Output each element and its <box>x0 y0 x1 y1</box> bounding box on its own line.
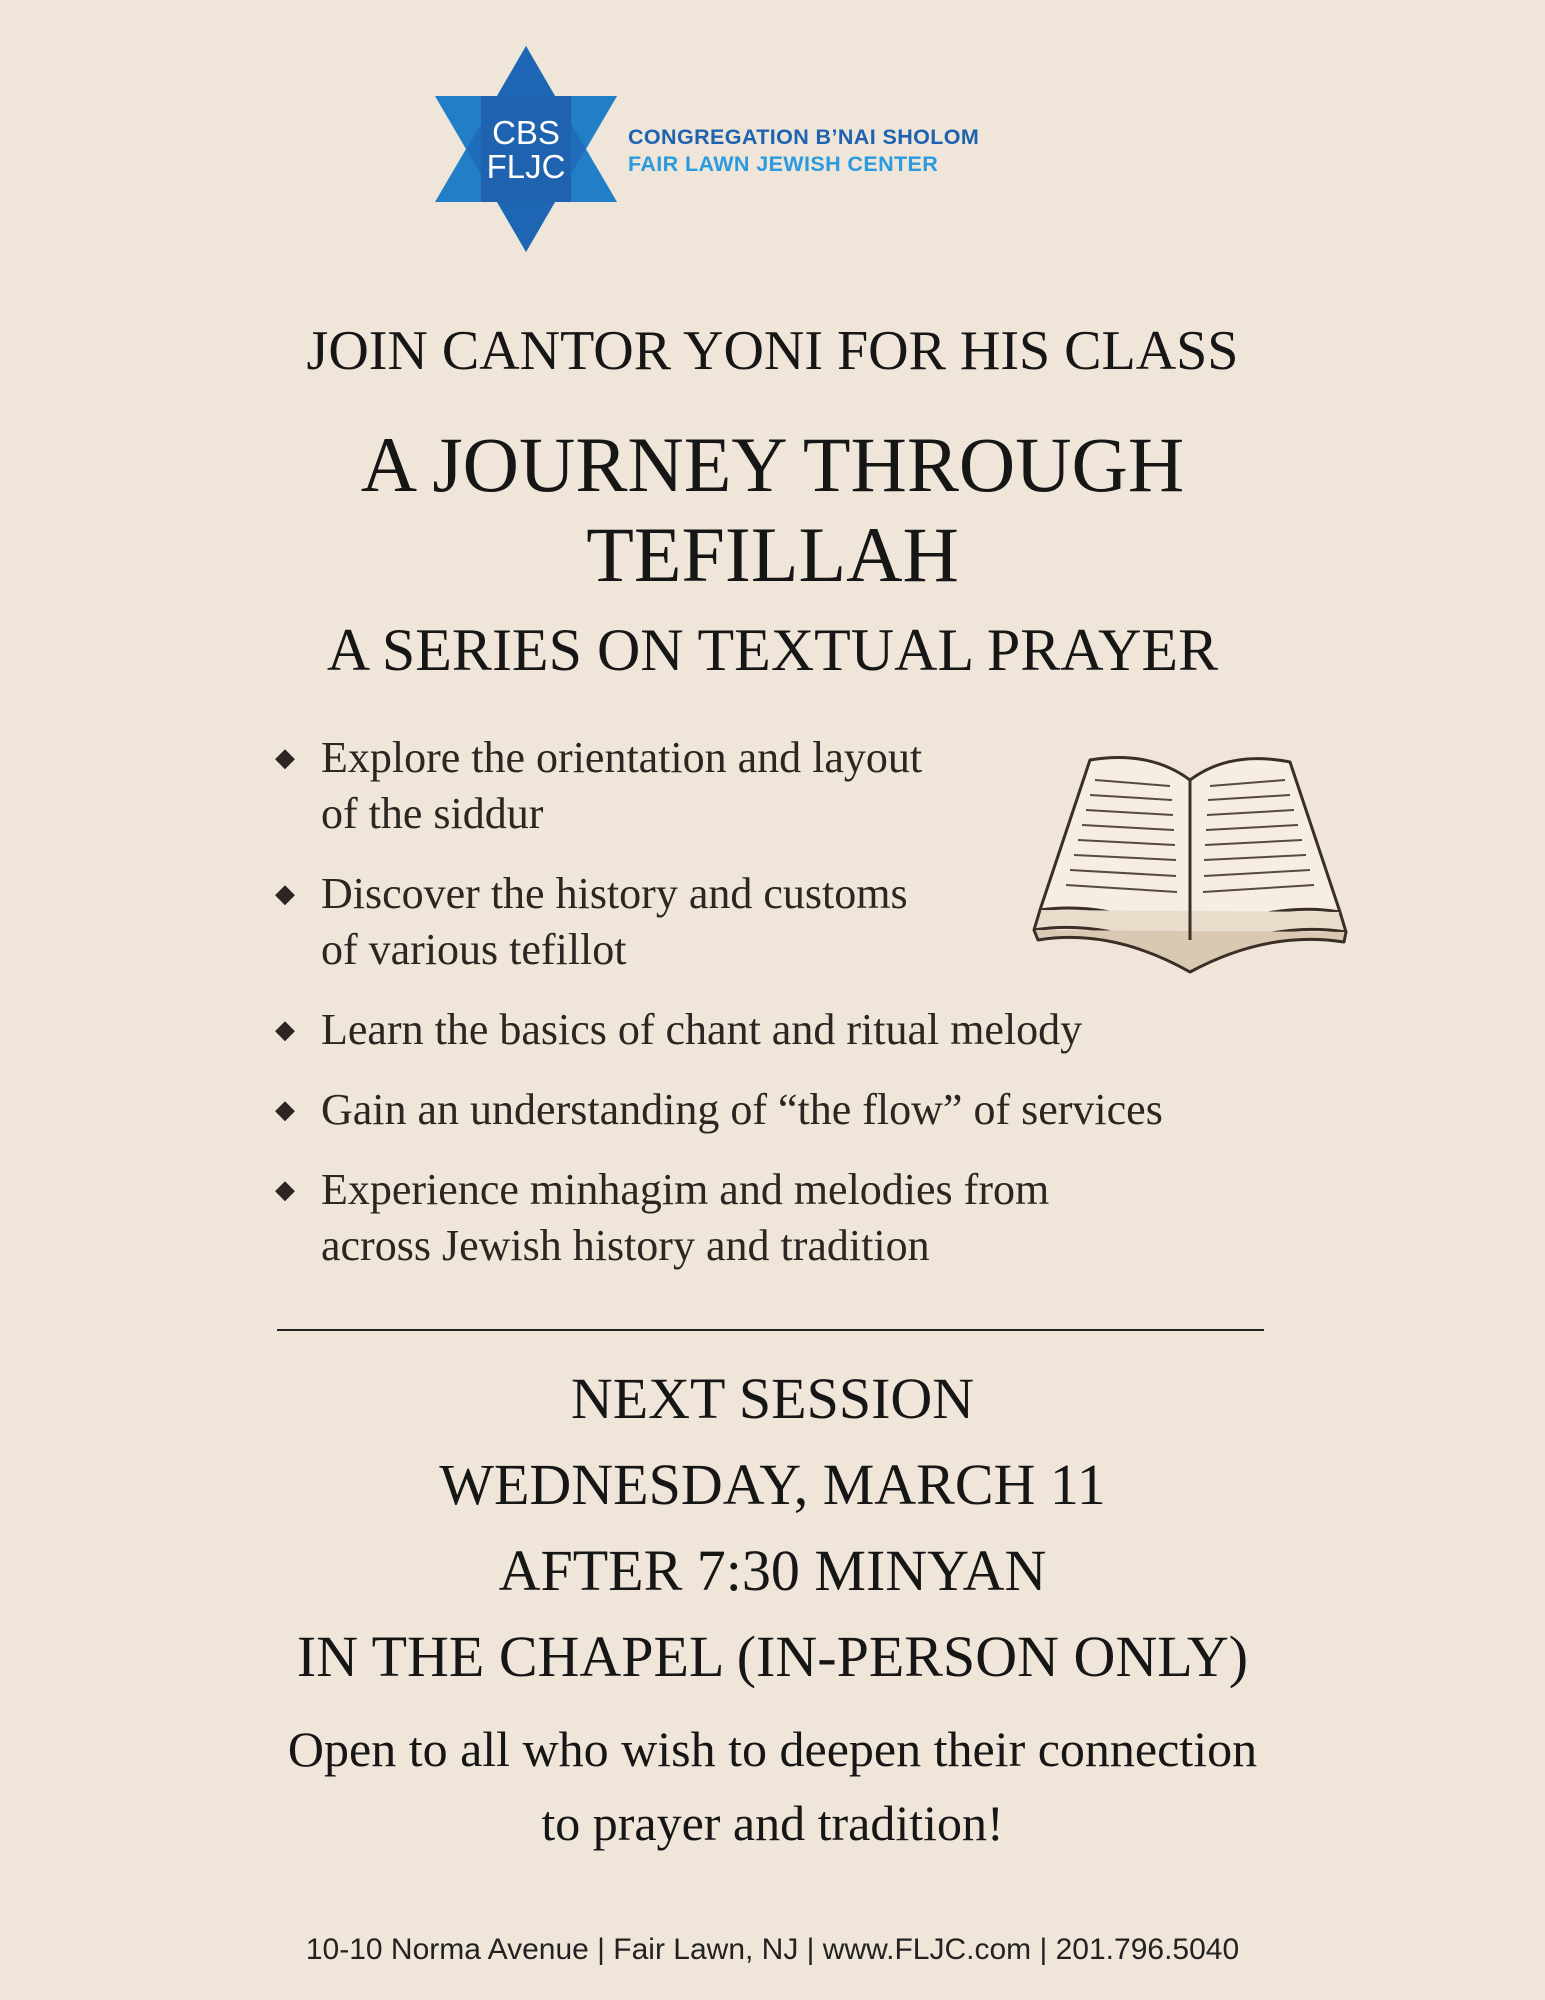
bullet-line2: of the siddur <box>321 789 544 838</box>
list-item <box>275 1162 1295 1274</box>
title-line1: A JOURNEY THROUGH <box>360 421 1185 508</box>
org-name <box>628 124 979 178</box>
list-item <box>275 1082 1295 1138</box>
page-subtitle: A SERIES ON TEXTUAL PRAYER <box>326 617 1219 683</box>
diamond-bullet-icon: ◆ <box>275 879 295 908</box>
org-name-line2: FAIR LAWN JEWISH CENTER <box>628 152 939 176</box>
bullet-line2: across Jewish history and tradition <box>321 1221 930 1270</box>
closing-message <box>0 1712 1545 1860</box>
session-time: AFTER 7:30 MINYAN <box>498 1538 1047 1603</box>
diamond-bullet-icon: ◆ <box>275 1175 295 1204</box>
open-book-icon <box>1030 740 1350 990</box>
diamond-bullet-icon: ◆ <box>275 1095 295 1124</box>
footer-contact: 10-10 Norma Avenue | Fair Lawn, NJ | www.FLJC.com | 201.796.5040 <box>305 1933 1240 1966</box>
session-info <box>0 1356 1545 1700</box>
session-location: IN THE CHAPEL (IN-PERSON ONLY) <box>296 1624 1249 1689</box>
diamond-bullet-icon: ◆ <box>275 743 295 772</box>
logo-mono-line1: CBS <box>492 114 560 151</box>
bullet-line2: of various tefillot <box>321 925 627 974</box>
bullet-line1: Gain an understanding of “the flow” of services <box>321 1085 1163 1134</box>
diamond-bullet-icon: ◆ <box>275 1015 295 1044</box>
list-item <box>275 1002 1295 1058</box>
session-date: WEDNESDAY, MARCH 11 <box>439 1452 1106 1517</box>
session-heading: NEXT SESSION <box>570 1366 975 1431</box>
org-logo <box>435 44 1035 254</box>
title-line2: TEFILLAH <box>586 511 959 598</box>
divider <box>277 1329 1264 1331</box>
logo-monogram <box>435 116 617 184</box>
bullet-line1: Discover the history and customs <box>321 869 908 918</box>
closing-line2: to prayer and tradition! <box>541 1795 1004 1851</box>
closing-line1: Open to all who wish to deepen their connection <box>287 1721 1258 1777</box>
bullet-line1: Learn the basics of chant and ritual melody <box>321 1005 1083 1054</box>
org-name-line1: CONGREGATION B’NAI SHOLOM <box>628 125 980 149</box>
intro-line: JOIN CANTOR YONI FOR HIS CLASS <box>306 320 1239 382</box>
logo-mono-line2: FLJC <box>486 148 566 185</box>
bullet-line1: Explore the orientation and layout <box>321 733 923 782</box>
bullet-line1: Experience minhagim and melodies from <box>321 1165 1050 1214</box>
page-title <box>0 420 1545 600</box>
